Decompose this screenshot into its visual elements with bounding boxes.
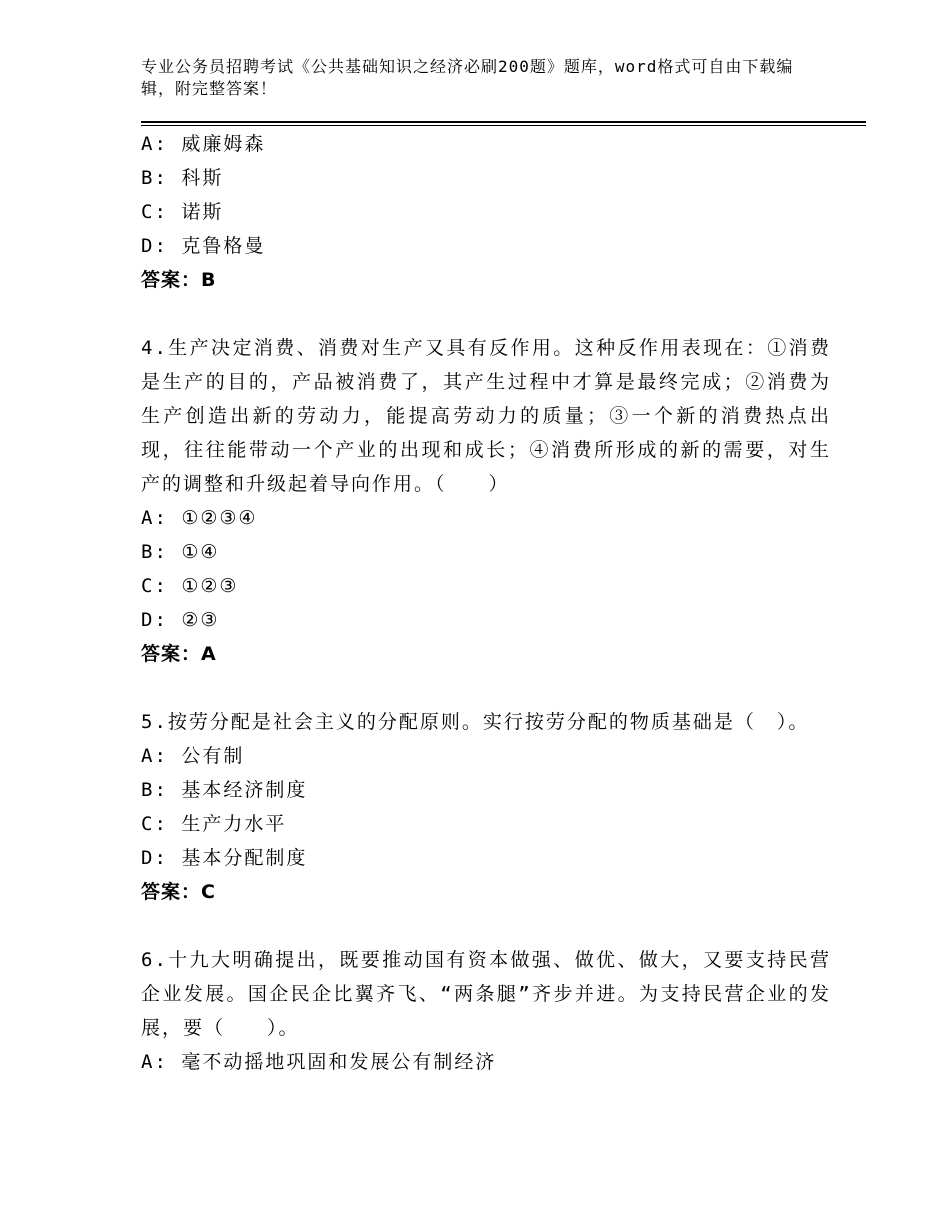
question-6	[141, 943, 831, 1079]
option-a: A: 公有制	[141, 745, 245, 767]
question-5	[141, 705, 831, 909]
header-divider-thick	[141, 121, 866, 123]
option-d: D: ②③	[141, 609, 220, 631]
page-header: 专业公务员招聘考试《公共基础知识之经济必刷200题》题库，word格式可自由下载编辑，附完整答案！	[141, 57, 794, 98]
question-list	[141, 127, 831, 1079]
option-c: C: ①②③	[141, 575, 239, 597]
option-d: D: 基本分配制度	[141, 847, 308, 869]
option-a: A: 威廉姆森	[141, 133, 266, 155]
answer: 答案：C	[141, 881, 216, 903]
option-a: A: ①②③④	[141, 507, 258, 529]
question-text: 4.生产决定消费、消费对生产又具有反作用。这种反作用表现在：①消费是生产的目的，产品被消费了，其产生过程中才算是最终完成；②消费为生产创造出新的劳动力，能提高劳动力的质量；③一个新的消费热点出现，往往能带动一个产业的出现和成长；④消费所形成的新的需要，对生产的调整和升级起着导向作用。（ ）	[141, 337, 831, 495]
option-b: B: 基本经济制度	[141, 779, 308, 801]
question-3	[141, 127, 831, 297]
question-text: 5.按劳分配是社会主义的分配原则。实行按劳分配的物质基础是（ ）。	[141, 711, 810, 733]
option-c: C: 诺斯	[141, 201, 224, 223]
answer: 答案：A	[141, 643, 217, 665]
option-b: B: 科斯	[141, 167, 224, 189]
option-a: A: 毫不动摇地巩固和发展公有制经济	[141, 1051, 497, 1073]
answer: 答案：B	[141, 269, 217, 291]
option-d: D: 克鲁格曼	[141, 235, 266, 257]
header-divider-thin	[141, 125, 866, 126]
question-text: 6.十九大明确提出，既要推动国有资本做强、做优、做大，又要支持民营企业发展。国企民企比翼齐飞、“两条腿”齐步并进。为支持民营企业的发展，要（ ）。	[141, 949, 831, 1039]
question-4	[141, 331, 831, 671]
option-c: C: 生产力水平	[141, 813, 287, 835]
option-b: B: ①④	[141, 541, 220, 563]
